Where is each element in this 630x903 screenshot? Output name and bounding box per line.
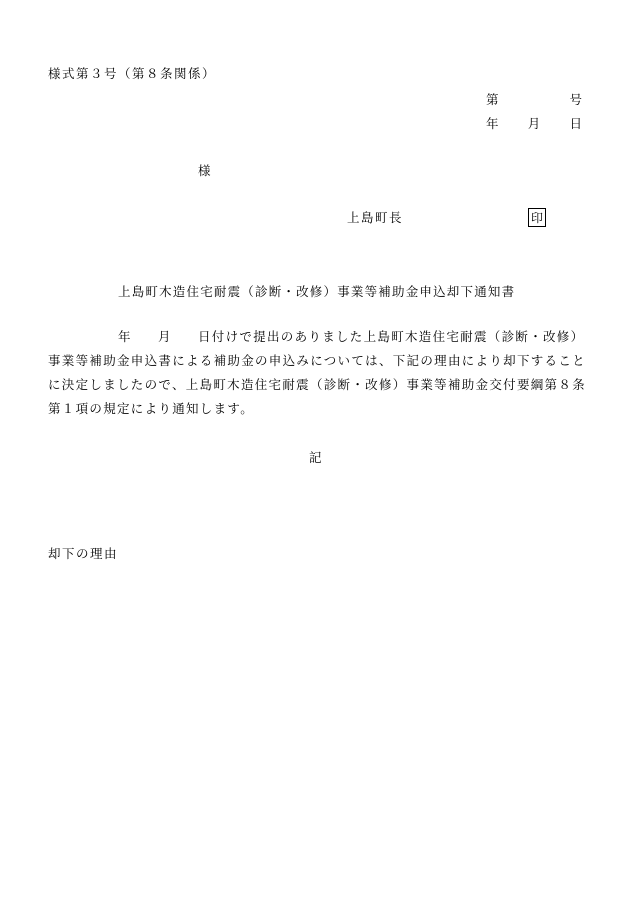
document-number-dai: 第	[486, 92, 499, 107]
body-year: 年	[118, 329, 132, 344]
ki-heading: 記	[309, 450, 324, 465]
seal-mark: 印	[528, 208, 546, 227]
recipient-suffix: 様	[198, 163, 213, 178]
form-number: 様式第３号（第８条関係）	[48, 66, 217, 81]
issue-date-year: 年	[486, 116, 499, 131]
body-line-3: に決定しましたので、上島町木造住宅耐震（診断・改修）事業等補助金交付要綱第８条	[48, 377, 586, 392]
issue-date-line	[486, 118, 582, 131]
body-line-4: 第１項の規定により通知します。	[48, 401, 255, 416]
document-title: 上島町木造住宅耐震（診断・改修）事業等補助金申込却下通知書	[118, 284, 516, 299]
issue-date-day: 日	[569, 116, 582, 131]
document-number-go: 号	[569, 92, 582, 107]
issuer-name: 上島町長	[347, 210, 404, 225]
body-line-2: 事業等補助金申込書による補助金の申込みについては、下記の理由により却下すること	[48, 353, 586, 368]
body-line-1-text: 日付けで提出のありました上島町木造住宅耐震（診断・改修）	[198, 329, 585, 344]
body-month: 月	[158, 329, 172, 344]
rejection-reason-label: 却下の理由	[48, 546, 119, 561]
issue-date-month: 月	[527, 116, 541, 131]
document-number-line	[486, 94, 582, 107]
